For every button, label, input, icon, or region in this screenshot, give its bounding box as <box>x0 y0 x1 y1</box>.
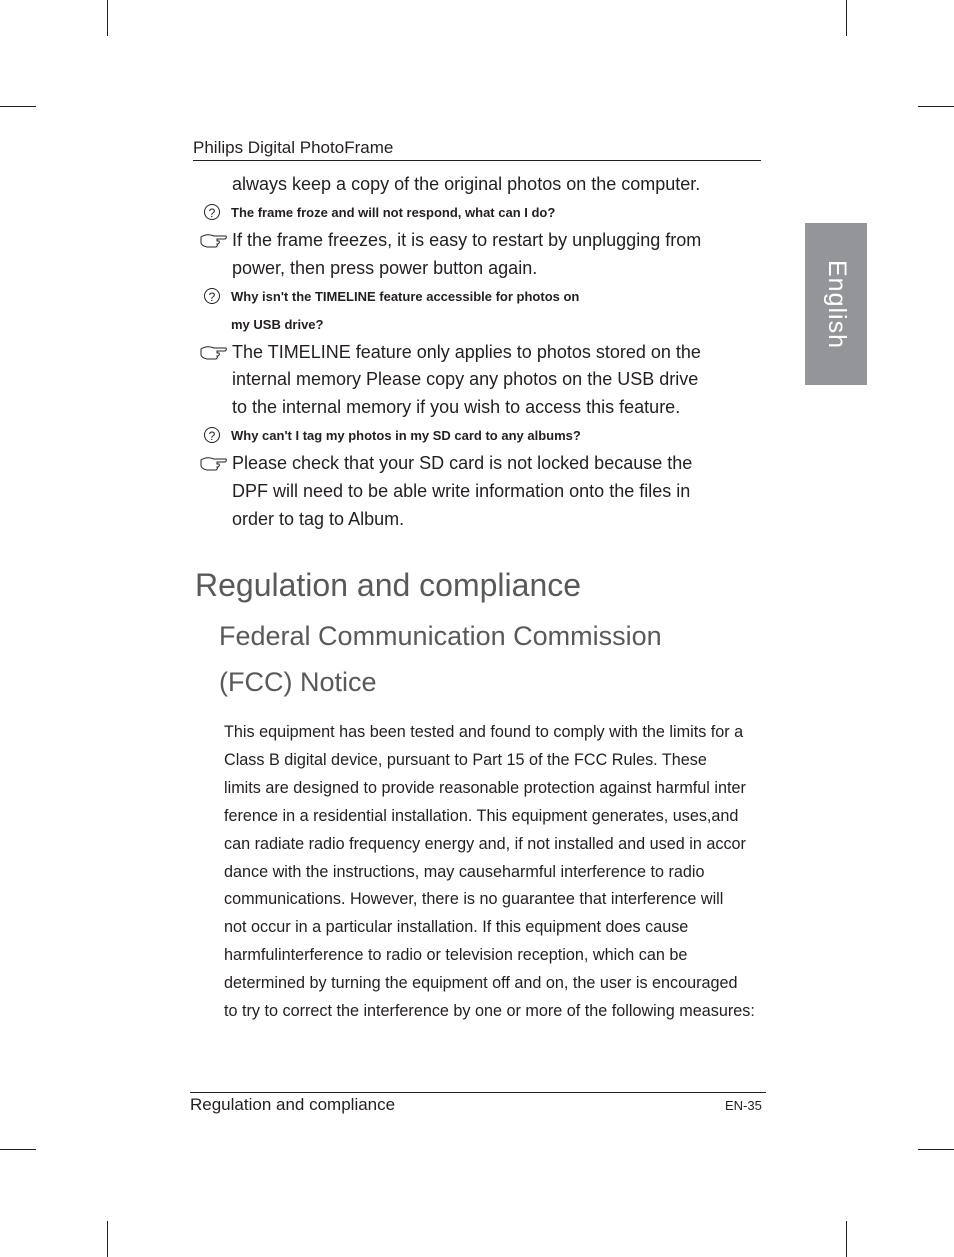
crop-mark <box>918 1149 954 1150</box>
faq-continuation-text: always keep a copy of the original photos on the computer. <box>232 174 701 194</box>
crop-mark <box>107 1221 108 1257</box>
faq-answer-line: DPF will need to be able write information onto the files in <box>232 481 691 501</box>
pointing-hand-icon <box>200 455 228 471</box>
language-tab-label: English <box>822 259 851 349</box>
faq-answer-line: Please check that your SD card is not locked because the <box>232 453 693 473</box>
faq-question: my USB drive? <box>231 317 324 332</box>
subsection-title: Federal Communication Commission <box>219 621 662 651</box>
paragraph-line: This equipment has been tested and found to comply with the limits for a <box>224 723 744 741</box>
page-number: EN-35 <box>725 1098 762 1113</box>
faq-answer-line: The TIMELINE feature only applies to photos stored on the <box>232 342 701 362</box>
section-title: Regulation and compliance <box>195 567 582 603</box>
footer-section-label: Regulation and compliance <box>190 1095 396 1114</box>
pointing-hand-icon <box>200 344 228 360</box>
faq-question: Why isn't the TIMELINE feature accessible for photos on <box>231 289 580 304</box>
paragraph-line: dance with the instructions, may causeharmful interference to radio <box>224 862 705 881</box>
crop-mark <box>107 0 108 36</box>
crop-mark <box>918 106 954 107</box>
crop-mark <box>0 106 36 107</box>
paragraph-line: Class B digital device, pursuant to Part 15 of the FCC Rules. These <box>224 750 707 769</box>
faq-answer-line: internal memory Please copy any photos on the USB drive <box>232 369 699 389</box>
paragraph-line: communications. However, there is no guarantee that interference will <box>224 890 724 909</box>
paragraph-line: harmfulinterference to radio or television reception, which can be <box>224 946 688 965</box>
footer-rule <box>190 1092 766 1093</box>
faq-question: The frame froze and will not respond, what can I do? <box>231 205 556 220</box>
faq-answer-line: order to tag to Album. <box>232 509 405 529</box>
faq-answer-line: power, then press power button again. <box>232 258 538 278</box>
paragraph-line: limits are designed to provide reasonable protection against harmful inter <box>224 778 746 797</box>
crop-mark <box>846 0 847 36</box>
crop-mark <box>0 1149 36 1150</box>
paragraph-line: can radiate radio frequency energy and, if not installed and used in accor <box>224 834 746 853</box>
faq-answer-line: to the internal memory if you wish to access this feature. <box>232 397 681 417</box>
faq-answer-line: If the frame freezes, it is easy to restart by unplugging from <box>232 230 702 250</box>
paragraph-line: determined by turning the equipment off and on, the user is encouraged <box>224 974 738 993</box>
paragraph-line: ference in a residential installation. This equipment generates, uses,and <box>224 806 739 825</box>
question-icon: ? <box>204 288 220 304</box>
question-icon: ? <box>204 427 220 443</box>
subsection-title: (FCC) Notice <box>219 667 377 697</box>
language-tab <box>805 223 867 385</box>
faq-question: Why can't I tag my photos in my SD card to any albums? <box>231 428 581 443</box>
running-header: Philips Digital PhotoFrame <box>193 138 761 161</box>
paragraph-line: not occur in a particular installation. If this equipment does cause <box>224 918 689 937</box>
crop-mark <box>846 1221 847 1257</box>
question-icon: ? <box>204 204 220 220</box>
pointing-hand-icon <box>200 232 228 248</box>
fcc-notice-paragraph <box>224 719 784 1026</box>
paragraph-line: to try to correct the interference by one or more of the following measures: <box>224 1002 755 1021</box>
